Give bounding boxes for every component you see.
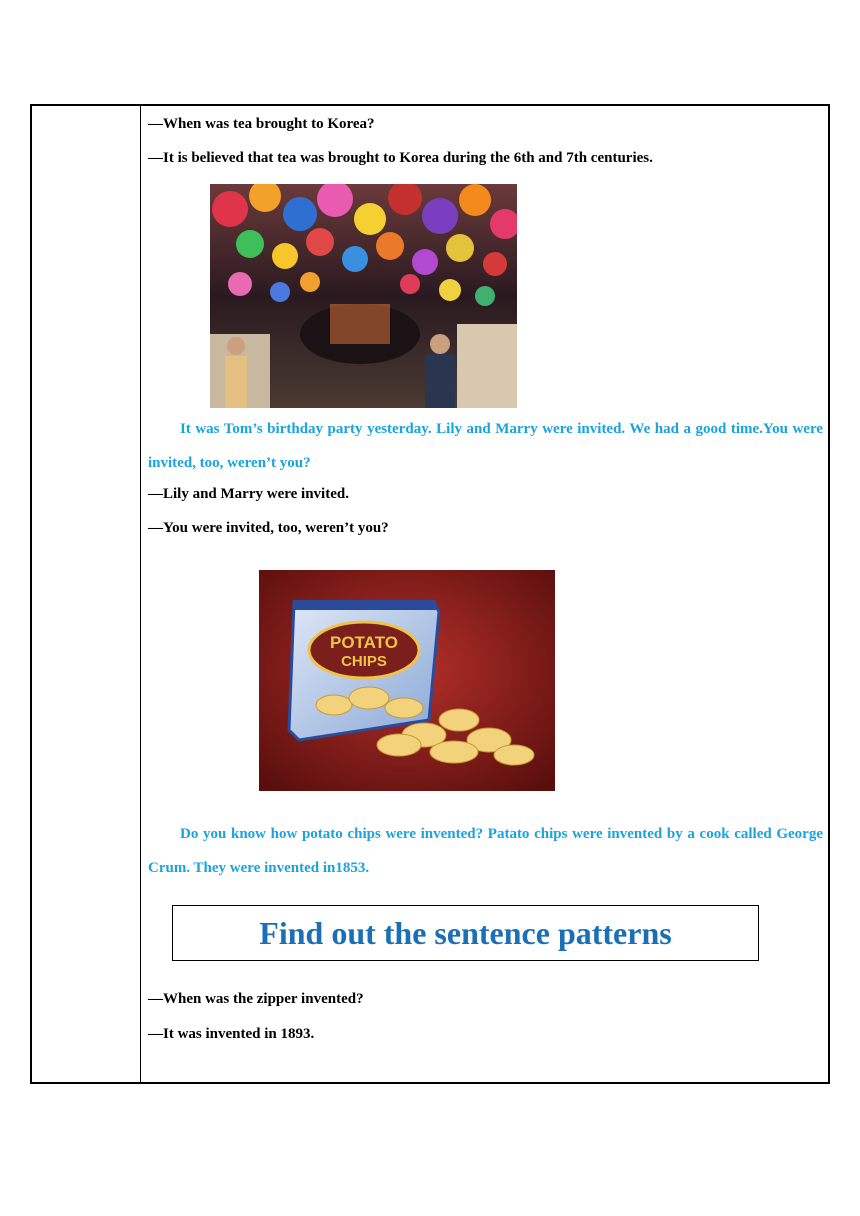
potato-chips-image — [259, 570, 555, 791]
left-column — [32, 106, 141, 1082]
dialogue-line-tag-question: —You were invited, too, weren’t you? — [148, 520, 389, 536]
birthday-party-paragraph: It was Tom’s birthday party yesterday. Lily and Marry were invited. We had a good time.You were invited, too, weren’t you? — [148, 421, 823, 471]
answer-zipper: —It was invented in 1893. — [148, 1026, 315, 1042]
dialogue-line-invited: —Lily and Marry were invited. — [148, 486, 349, 502]
chips-label-top: POTATO — [330, 633, 398, 652]
answer-tea-korea: —It is believed that tea was brought to Korea during the 6th and 7th centuries. — [148, 150, 653, 166]
question-tea-korea: —When was tea brought to Korea? — [148, 116, 375, 132]
party-photo — [210, 184, 517, 408]
question-zipper: —When was the zipper invented? — [148, 991, 364, 1007]
potato-chips-paragraph: Do you know how potato chips were invented? Patato chips were invented by a cook called George Crum. They were invented in1853. — [148, 826, 823, 876]
sentence-patterns-banner — [172, 905, 759, 961]
banner-title: Find out the sentence patterns — [259, 914, 672, 951]
chips-label-bottom: CHIPS — [341, 653, 387, 670]
lesson-table — [30, 104, 830, 1084]
